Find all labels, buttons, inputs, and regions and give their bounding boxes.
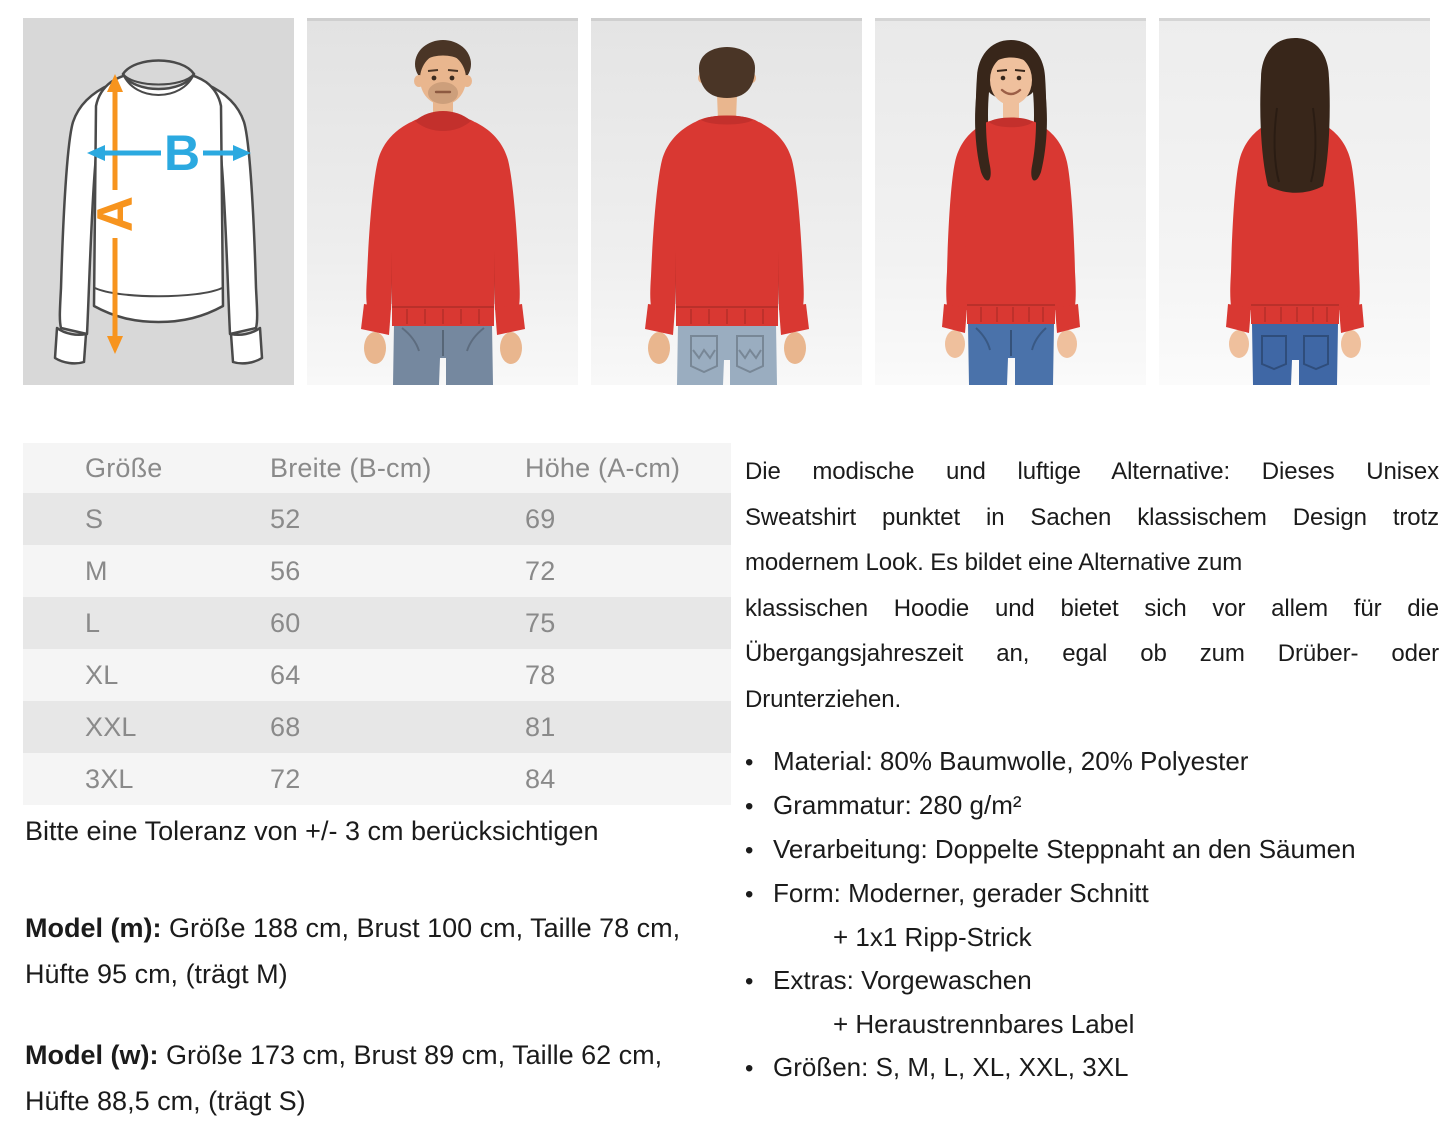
col-header-breite: Breite (B-cm) — [270, 452, 432, 483]
cell-size: XL — [85, 659, 119, 690]
table-row — [23, 701, 731, 753]
label-b: B — [163, 125, 201, 181]
table-row — [23, 649, 731, 701]
description-line: klassischen Hoodie und bietet sich vor allem für die — [745, 594, 1439, 622]
photo-model-woman-back — [1159, 18, 1430, 385]
cell-hoehe: 78 — [525, 659, 556, 690]
cell-hoehe: 84 — [525, 763, 556, 794]
description-line: Sweatshirt punktet in Sachen klassischem Design trotz — [745, 503, 1439, 531]
cell-breite: 68 — [270, 711, 301, 742]
bullet-icon — [745, 959, 773, 1003]
cell-hoehe: 69 — [525, 503, 556, 534]
cell-size: L — [85, 607, 101, 638]
feature-list — [745, 740, 1439, 1090]
bullet-icon — [745, 872, 773, 916]
model-w-info — [25, 1032, 725, 1124]
photo-model-man-front — [307, 18, 578, 385]
feature-item — [745, 828, 1439, 872]
photo-model-man-back — [591, 18, 862, 385]
feature-item — [745, 872, 1439, 916]
model-w-label: Model (w): — [25, 1040, 159, 1070]
woman-back-graphic — [1159, 18, 1430, 385]
photo-model-woman-front — [875, 18, 1146, 385]
cell-size: 3XL — [85, 763, 134, 794]
table-row — [23, 545, 731, 597]
model-w-text: Größe 173 cm, Brust 89 cm, Taille 62 cm, Hüfte 88,5 cm, (trägt S) — [25, 1040, 663, 1116]
model-m-label: Model (m): — [25, 913, 162, 943]
feature-text: Material: 80% Baumwolle, 20% Polyester — [773, 746, 1249, 776]
col-header-groesse: Größe — [85, 452, 163, 483]
feature-text: Form: Moderner, gerader Schnitt — [773, 878, 1149, 908]
bullet-icon — [745, 740, 773, 784]
cell-breite: 56 — [270, 555, 301, 586]
feature-item — [745, 740, 1439, 784]
col-header-hoehe: Höhe (A-cm) — [525, 452, 681, 483]
description-line: Übergangsjahreszeit an, egal ob zum Drüber- oder — [745, 640, 1439, 667]
feature-continuation: + 1x1 Ripp-Strick — [833, 922, 1032, 952]
size-table-header — [23, 443, 731, 493]
description-line: modernem Look. Es bildet eine Alternative zum — [745, 549, 1243, 576]
sweatshirt-diagram-graphic — [23, 18, 294, 385]
cell-breite: 60 — [270, 607, 301, 638]
description-line: Drunterziehen. — [745, 685, 902, 713]
model-m-info — [25, 905, 725, 997]
feature-text: Extras: Vorgewaschen — [773, 965, 1032, 995]
woman-front-graphic — [875, 18, 1146, 385]
feature-item — [745, 1046, 1439, 1090]
label-a: A — [87, 195, 143, 233]
product-image-row — [23, 18, 1430, 385]
product-description — [745, 449, 1439, 722]
size-measurement-diagram — [23, 18, 294, 385]
bullet-icon — [745, 1046, 773, 1090]
feature-text: Größen: S, M, L, XL, XXL, 3XL — [773, 1052, 1129, 1082]
size-table — [23, 443, 731, 805]
cell-size: XXL — [85, 711, 137, 742]
table-row — [23, 493, 731, 545]
table-row — [23, 597, 731, 649]
cell-hoehe: 72 — [525, 555, 556, 586]
cell-breite: 72 — [270, 763, 301, 794]
tolerance-note: Bitte eine Toleranz von +/- 3 cm berücksichtigen — [25, 816, 599, 846]
table-row — [23, 753, 731, 805]
cell-breite: 64 — [270, 659, 301, 690]
model-m-text: Größe 188 cm, Brust 100 cm, Taille 78 cm, Hüfte 95 cm, (trägt M) — [25, 913, 681, 989]
feature-item — [745, 959, 1439, 1003]
bullet-icon — [745, 784, 773, 828]
bullet-icon — [745, 828, 773, 872]
cell-breite: 52 — [270, 503, 301, 534]
man-front-graphic — [307, 18, 578, 385]
cell-hoehe: 81 — [525, 711, 556, 742]
cell-hoehe: 75 — [525, 607, 556, 638]
feature-text: Grammatur: 280 g/m² — [773, 790, 1022, 820]
feature-text: Verarbeitung: Doppelte Steppnaht an den Säumen — [773, 834, 1356, 864]
feature-continuation: + Heraustrennbares Label — [833, 1009, 1135, 1039]
cell-size: M — [85, 555, 108, 586]
cell-size: S — [85, 503, 104, 534]
man-back-graphic — [591, 18, 862, 385]
feature-item — [745, 784, 1439, 828]
description-line: Die modische und luftige Alternative: Dieses Unisex — [745, 458, 1439, 485]
